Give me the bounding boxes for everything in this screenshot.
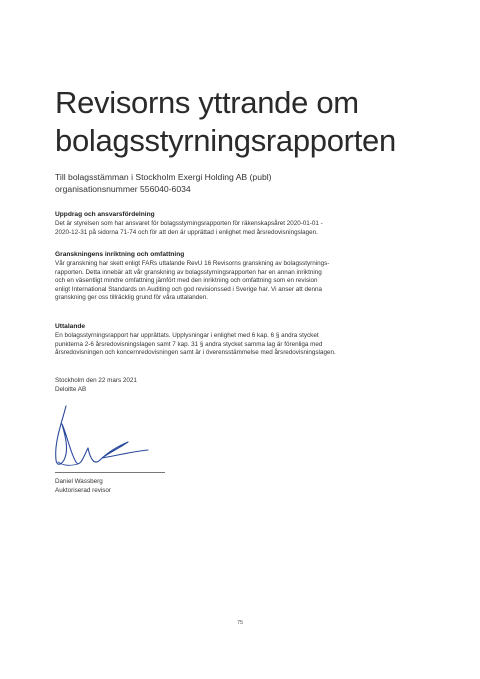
handwritten-signature — [44, 402, 154, 480]
signature-line — [55, 472, 165, 473]
body-line: rapporten. Detta innebär att vår granskning av bolagsstyrningsrapporten har en annan inriktning — [55, 268, 322, 276]
page-title-line-2: bolagsstyrningsrapporten — [55, 123, 396, 158]
section-heading: Uttalande — [55, 323, 86, 330]
section-body — [55, 260, 435, 303]
section-heading: Uppdrag och ansvarsfördelning — [55, 211, 155, 218]
body-line: En bolagsstyrningsrapport har upprättats. Upplysningar i enlighet med 6 kap. 6 § andra stycket — [55, 332, 319, 339]
addressee-line-1: Till bolagsstämman i Stockholm Exergi Holding AB (publ) — [55, 172, 272, 182]
page-title — [55, 84, 455, 160]
signer-block — [55, 478, 111, 495]
body-line: och en väsentligt mindre omfattning jämfört med den inriktning och omfattning som en revision — [55, 277, 318, 285]
page-title-line-1: Revisorns yttrande om — [55, 85, 359, 120]
place-date: Stockholm den 22 mars 2021 — [55, 377, 137, 384]
firm-name: Deloitte AB — [55, 385, 87, 393]
section-uttalande — [55, 323, 435, 358]
page-number: 75 — [236, 620, 244, 626]
addressee-line-2: organisationsnummer 556040-6034 — [55, 183, 191, 194]
section-heading: Granskningens inriktning och omfattning — [55, 251, 185, 258]
body-line: Vår granskning har skett enligt FARs uttalande RevU 16 Revisorns granskning av bolagsstyrnings- — [55, 260, 330, 267]
body-line: årsredovisningen och koncernredovisningen samt är i överensstämmelse med årsredovisningslagen. — [55, 349, 336, 357]
section-body — [55, 220, 435, 237]
signer-role: Auktoriserad revisor — [55, 486, 111, 494]
section-uppdrag — [55, 211, 435, 237]
section-body — [55, 332, 435, 358]
body-line: 2020-12-31 på sidorna 71-74 och för att den är upprättad i enlighet med årsredovisningslagen. — [55, 228, 318, 236]
signer-name: Daniel Wassberg — [55, 478, 103, 485]
body-line: enligt International Standards on Auditing och god revisionssed i Sverige har. Vi anser att denna — [55, 285, 322, 293]
body-line: granskning ger oss tillräcklig grund för våra uttalanden. — [55, 294, 208, 302]
section-granskning — [55, 251, 435, 303]
addressee-block — [55, 172, 435, 195]
body-line: Det är styrelsen som har ansvaret för bolagsstyrningsrapporten för räkenskapsåret 2020-01-01 - — [55, 220, 323, 227]
body-line: punkterna 2-6 årsredovisningslagen samt 7 kap. 31 § andra stycket samma lag är förenliga med — [55, 340, 323, 348]
place-date-block — [55, 377, 137, 394]
